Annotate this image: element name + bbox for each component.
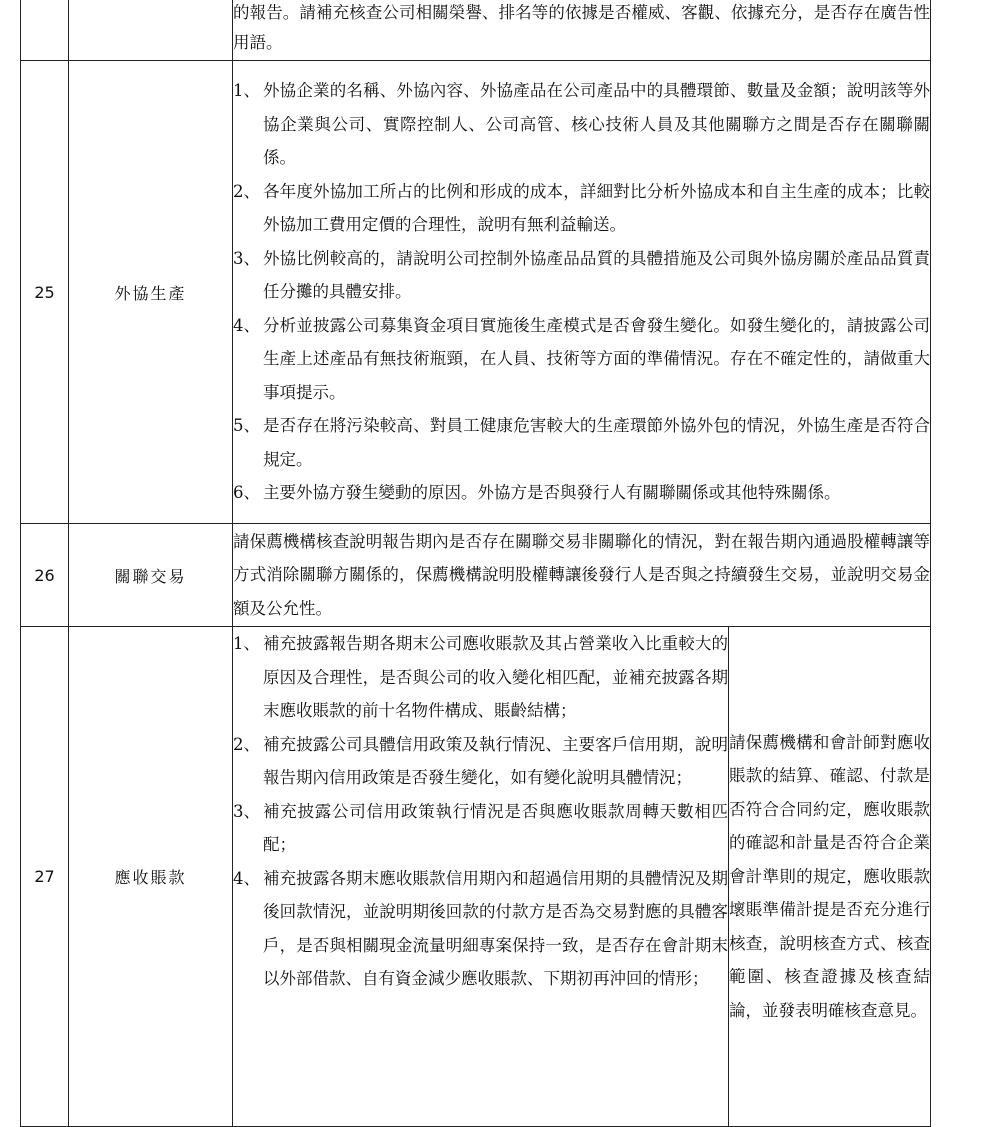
list-item [233,795,728,862]
item-index: 3、 [233,248,260,268]
row-number: 25 [21,61,69,524]
table-row [21,61,931,524]
item-index: 3、 [233,801,260,821]
row-topic: 關聯交易 [69,524,233,627]
table-row [21,0,931,61]
row-topic [69,0,233,61]
row-text: 的報告。請補充核查公司相關榮譽、排名等的依據是否權威、客觀、依據充分，是否存在廣告性用語。 [233,3,930,52]
item-index: 2、 [233,734,260,754]
item-text: 外協比例較高的，請說明公司控制外協產品品質的具體措施及公司與外協房關於產品品質責任分攤的具體安排。 [263,248,930,302]
item-text: 各年度外協加工所占的比例和形成的成本，詳細對比分析外協成本和自主生產的成本；比較外協加工費用定價的合理性，說明有無利益輸送。 [263,181,930,235]
row-number [21,0,69,61]
item-text: 外協企業的名稱、外協內容、外協產品在公司產品中的具體環節、數量及金額；說明該等外協企業與公司、實際控制人、公司高管、核心技術人員及其他關聯方之間是否存在關聯關係。 [263,81,930,168]
table-row [21,627,931,1127]
item-text: 補充披露報告期各期末公司應收賬款及其占營業收入比重較大的原因及合理性，是否與公司的收入變化相匹配，並補充披露各期末應收賬款的前十名物件構成、賬齡結構； [263,634,728,720]
item-index: 4、 [233,315,260,335]
item-index: 4、 [233,868,260,888]
list-item [233,728,728,795]
item-index: 5、 [233,416,260,436]
item-index: 6、 [233,483,260,503]
item-text: 補充披露各期末應收賬款信用期內和超過信用期的具體情況及期後回款情況，並說明期後回款的付款方是否為交易對應的具體客戶，是否與相關現金流量明細專案保持一致，是否存在會計期末以外部借款、自有資金減少應收賬款、下期初再沖回的情形； [263,868,728,988]
list-item [233,309,930,410]
row-number: 27 [21,627,69,1127]
item-text: 分析並披露公司募集資金項目實施後生產模式是否會發生變化。如發生變化的，請披露公司生產上述產品有無技術瓶頸，在人員、技術等方面的準備情況。存在不確定性的，請做重大事項提示。 [263,315,930,402]
item-index: 1、 [233,634,260,653]
list-item [233,627,728,728]
list-item [233,175,930,242]
item-index: 2、 [233,181,260,201]
item-text: 主要外協方發生變動的原因。外協方是否與發行人有關聯關係或其他特殊關係。 [263,483,841,503]
list-item [233,409,930,476]
row-number: 26 [21,524,69,627]
item-text: 是否存在將污染較高、對員工健康危害較大的生產環節外協外包的情況，外協生產是否符合規定。 [263,416,930,469]
item-text: 補充披露公司信用政策執行情況是否與應收賬款周轉天數相匹配； [263,801,728,854]
table-row [21,524,931,627]
list-item [233,862,728,996]
verification-note: 請保薦機構和會計師對應收賬款的結算、確認、付款是否符合合同約定，應收賬款的確認和計量是否符合企業會計準則的規定，應收賬款壞賬準備計提是否充分進行核查，說明核查方式、核查範圍、核查證據及核查結論，並發表明確核查意見。 [729,732,930,1020]
list-item [233,476,930,510]
row-topic: 外協生產 [69,61,233,524]
list-item [233,74,930,175]
item-index: 1、 [233,81,260,101]
row-text: 請保薦機構核查說明報告期內是否存在關聯交易非關聯化的情況，對在報告期內通過股權轉讓等方式消除關聯方關係的，保薦機構說明股權轉讓後發行人是否與之持續發生交易，並說明交易金額及公允性。 [233,531,930,618]
item-text: 補充披露公司具體信用政策及執行情況、主要客戶信用期，說明報告期內信用政策是否發生變化，如有變化說明具體情況； [263,734,728,787]
row-topic: 應收賬款 [69,627,233,1127]
list-item [233,242,930,309]
review-questions-table [20,0,931,1127]
